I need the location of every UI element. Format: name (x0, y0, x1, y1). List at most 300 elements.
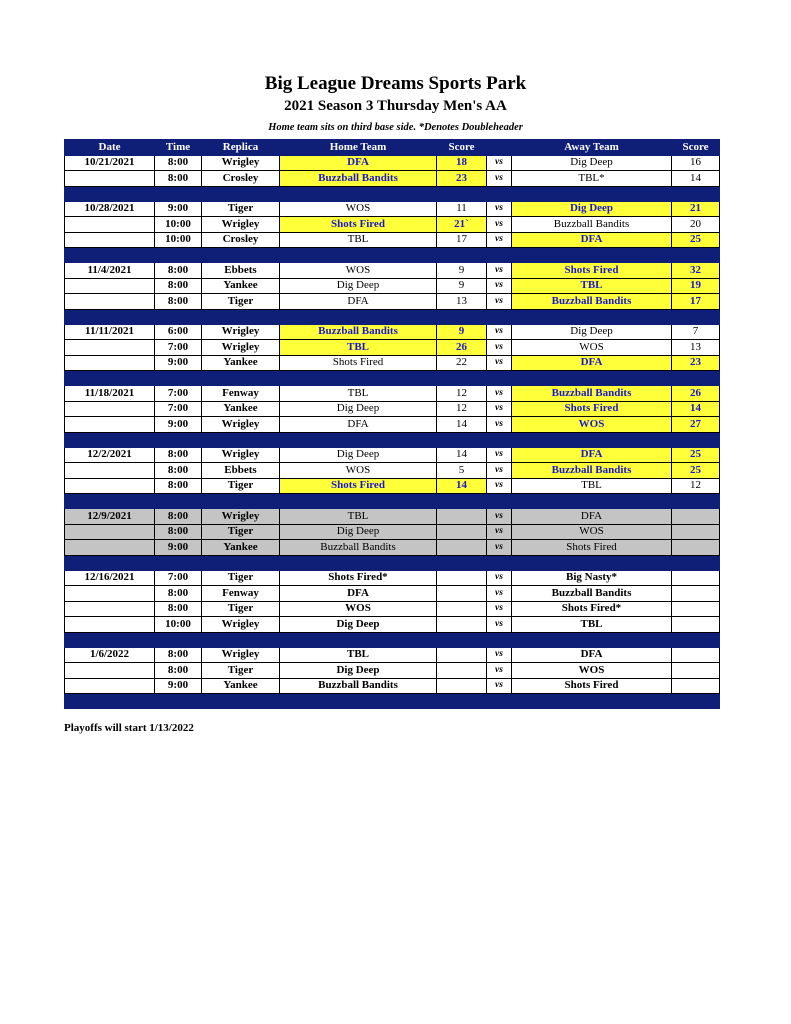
game-date: 11/11/2021 (65, 324, 155, 340)
game-replica: Yankee (202, 401, 280, 417)
table-row (65, 447, 720, 463)
separator-cell (672, 309, 720, 324)
game-date: 10/21/2021 (65, 155, 155, 171)
separator-cell (487, 186, 512, 201)
week-separator (65, 555, 720, 570)
footer-note: Playoffs will start 1/13/2022 (64, 722, 194, 734)
home-score (437, 586, 487, 602)
home-score: 5 (437, 463, 487, 479)
home-team: Shots Fired (280, 478, 437, 494)
separator-cell (202, 186, 280, 201)
game-replica: Wrigley (202, 217, 280, 233)
separator-cell (487, 494, 512, 509)
game-replica: Tiger (202, 524, 280, 540)
home-team: DFA (280, 294, 437, 310)
vs-label: vs (487, 201, 512, 217)
week-separator (65, 248, 720, 263)
table-row (65, 663, 720, 679)
away-team: Shots Fired (512, 263, 672, 279)
home-team: Shots Fired* (280, 570, 437, 586)
game-replica: Wrigley (202, 447, 280, 463)
game-replica: Fenway (202, 386, 280, 402)
home-score: 11 (437, 201, 487, 217)
page-note: Home team sits on third base side. *Denotes Doubleheader (268, 122, 523, 133)
week-separator (65, 309, 720, 324)
home-score: 22 (437, 355, 487, 371)
home-score: 12 (437, 386, 487, 402)
game-date (65, 540, 155, 556)
away-score (672, 509, 720, 525)
separator-cell (155, 248, 202, 263)
game-replica: Wrigley (202, 647, 280, 663)
game-date (65, 171, 155, 187)
table-row (65, 647, 720, 663)
separator-cell (487, 432, 512, 447)
home-score (437, 524, 487, 540)
table-row (65, 417, 720, 433)
home-team: TBL (280, 509, 437, 525)
separator-cell (155, 371, 202, 386)
away-team: TBL (512, 278, 672, 294)
home-team: TBL (280, 386, 437, 402)
separator-cell (155, 694, 202, 709)
home-team: WOS (280, 201, 437, 217)
table-row (65, 540, 720, 556)
vs-label: vs (487, 617, 512, 633)
table-row (65, 294, 720, 310)
away-score: 16 (672, 155, 720, 171)
separator-cell (672, 694, 720, 709)
home-team: Buzzball Bandits (280, 678, 437, 694)
game-date (65, 678, 155, 694)
schedule-table (64, 139, 720, 709)
vs-label: vs (487, 263, 512, 279)
vs-label: vs (487, 171, 512, 187)
table-row (65, 586, 720, 602)
home-score: 21` (437, 217, 487, 233)
home-team: TBL (280, 340, 437, 356)
separator-cell (487, 555, 512, 570)
away-score: 19 (672, 278, 720, 294)
game-time: 10:00 (155, 232, 202, 248)
away-team: DFA (512, 647, 672, 663)
vs-label: vs (487, 447, 512, 463)
separator-cell (437, 494, 487, 509)
home-score: 14 (437, 478, 487, 494)
vs-label: vs (487, 663, 512, 679)
col-header-away-score: Score (672, 140, 720, 156)
away-team: Buzzball Bandits (512, 294, 672, 310)
away-team: Dig Deep (512, 155, 672, 171)
home-team: Dig Deep (280, 278, 437, 294)
away-score (672, 663, 720, 679)
game-replica: Wrigley (202, 617, 280, 633)
separator-cell (65, 432, 155, 447)
home-team: DFA (280, 586, 437, 602)
separator-cell (202, 555, 280, 570)
table-row (65, 217, 720, 233)
game-time: 8:00 (155, 586, 202, 602)
table-row (65, 171, 720, 187)
table-header-row (65, 140, 720, 156)
game-time: 8:00 (155, 463, 202, 479)
separator-cell (65, 186, 155, 201)
vs-label: vs (487, 324, 512, 340)
game-time: 8:00 (155, 155, 202, 171)
away-team: Dig Deep (512, 201, 672, 217)
game-time: 9:00 (155, 417, 202, 433)
vs-label: vs (487, 417, 512, 433)
separator-cell (202, 248, 280, 263)
separator-cell (512, 494, 672, 509)
away-score: 27 (672, 417, 720, 433)
game-replica: Tiger (202, 294, 280, 310)
away-score: 25 (672, 447, 720, 463)
separator-cell (202, 371, 280, 386)
game-replica: Tiger (202, 570, 280, 586)
game-time: 8:00 (155, 478, 202, 494)
separator-cell (280, 494, 437, 509)
away-score: 14 (672, 401, 720, 417)
home-score: 9 (437, 278, 487, 294)
away-team: Buzzball Bandits (512, 217, 672, 233)
separator-cell (512, 432, 672, 447)
away-score: 23 (672, 355, 720, 371)
home-team: Dig Deep (280, 524, 437, 540)
away-team: TBL* (512, 171, 672, 187)
col-header-time: Time (155, 140, 202, 156)
game-replica: Yankee (202, 355, 280, 371)
away-team: DFA (512, 509, 672, 525)
home-score (437, 570, 487, 586)
vs-label: vs (487, 232, 512, 248)
week-separator (65, 694, 720, 709)
vs-label: vs (487, 524, 512, 540)
home-team: TBL (280, 232, 437, 248)
vs-label: vs (487, 509, 512, 525)
table-row (65, 601, 720, 617)
vs-label: vs (487, 478, 512, 494)
separator-cell (512, 694, 672, 709)
separator-cell (202, 494, 280, 509)
vs-label: vs (487, 340, 512, 356)
home-score: 12 (437, 401, 487, 417)
game-date: 12/16/2021 (65, 570, 155, 586)
away-team: Shots Fired (512, 678, 672, 694)
separator-cell (280, 186, 437, 201)
game-replica: Fenway (202, 586, 280, 602)
game-time: 9:00 (155, 201, 202, 217)
game-time: 8:00 (155, 663, 202, 679)
game-date (65, 586, 155, 602)
game-date: 1/6/2022 (65, 647, 155, 663)
separator-cell (155, 186, 202, 201)
vs-label: vs (487, 155, 512, 171)
home-score (437, 509, 487, 525)
separator-cell (155, 555, 202, 570)
game-date: 10/28/2021 (65, 201, 155, 217)
game-date (65, 524, 155, 540)
away-team: Big Nasty* (512, 570, 672, 586)
col-header-home-score: Score (437, 140, 487, 156)
separator-cell (65, 371, 155, 386)
game-date (65, 663, 155, 679)
home-team: DFA (280, 417, 437, 433)
away-score: 12 (672, 478, 720, 494)
away-score: 21 (672, 201, 720, 217)
game-replica: Ebbets (202, 263, 280, 279)
table-row (65, 463, 720, 479)
away-team: WOS (512, 524, 672, 540)
game-time: 8:00 (155, 509, 202, 525)
game-time: 10:00 (155, 617, 202, 633)
separator-cell (672, 371, 720, 386)
separator-cell (280, 371, 437, 386)
home-team: Dig Deep (280, 663, 437, 679)
game-time: 9:00 (155, 540, 202, 556)
table-row (65, 509, 720, 525)
away-score (672, 601, 720, 617)
game-replica: Tiger (202, 478, 280, 494)
game-replica: Crosley (202, 232, 280, 248)
separator-cell (672, 186, 720, 201)
game-replica: Wrigley (202, 155, 280, 171)
home-score: 14 (437, 447, 487, 463)
separator-cell (202, 432, 280, 447)
home-score: 23 (437, 171, 487, 187)
vs-label: vs (487, 294, 512, 310)
home-team: WOS (280, 601, 437, 617)
separator-cell (487, 694, 512, 709)
away-score (672, 647, 720, 663)
vs-label: vs (487, 647, 512, 663)
separator-cell (65, 632, 155, 647)
separator-cell (437, 432, 487, 447)
week-separator (65, 632, 720, 647)
separator-cell (280, 555, 437, 570)
table-row (65, 324, 720, 340)
away-team: Shots Fired* (512, 601, 672, 617)
separator-cell (512, 555, 672, 570)
game-date (65, 601, 155, 617)
home-team: WOS (280, 263, 437, 279)
home-score (437, 540, 487, 556)
home-score: 17 (437, 232, 487, 248)
separator-cell (672, 248, 720, 263)
separator-cell (202, 309, 280, 324)
vs-label: vs (487, 355, 512, 371)
away-score: 25 (672, 463, 720, 479)
separator-cell (672, 432, 720, 447)
col-header-date: Date (65, 140, 155, 156)
away-score (672, 524, 720, 540)
separator-cell (280, 632, 437, 647)
separator-cell (512, 248, 672, 263)
vs-label: vs (487, 601, 512, 617)
game-date (65, 617, 155, 633)
separator-cell (512, 186, 672, 201)
table-row (65, 386, 720, 402)
home-score: 18 (437, 155, 487, 171)
game-time: 8:00 (155, 171, 202, 187)
separator-cell (512, 632, 672, 647)
away-score: 13 (672, 340, 720, 356)
vs-label: vs (487, 678, 512, 694)
vs-label: vs (487, 401, 512, 417)
col-header-vs (487, 140, 512, 156)
game-time: 10:00 (155, 217, 202, 233)
game-replica: Wrigley (202, 509, 280, 525)
separator-cell (437, 371, 487, 386)
away-team: Shots Fired (512, 540, 672, 556)
separator-cell (202, 694, 280, 709)
table-row (65, 155, 720, 171)
game-date (65, 463, 155, 479)
vs-label: vs (487, 570, 512, 586)
game-time: 8:00 (155, 263, 202, 279)
separator-cell (202, 632, 280, 647)
separator-cell (155, 632, 202, 647)
game-replica: Tiger (202, 201, 280, 217)
separator-cell (437, 186, 487, 201)
home-team: Shots Fired (280, 355, 437, 371)
away-score: 25 (672, 232, 720, 248)
away-score (672, 570, 720, 586)
week-separator (65, 371, 720, 386)
game-time: 9:00 (155, 355, 202, 371)
vs-label: vs (487, 540, 512, 556)
separator-cell (155, 432, 202, 447)
separator-cell (437, 555, 487, 570)
separator-cell (65, 494, 155, 509)
away-team: TBL (512, 617, 672, 633)
home-score (437, 663, 487, 679)
away-score: 7 (672, 324, 720, 340)
away-team: WOS (512, 417, 672, 433)
away-score: 26 (672, 386, 720, 402)
table-row (65, 524, 720, 540)
home-score: 13 (437, 294, 487, 310)
separator-cell (487, 309, 512, 324)
game-time: 8:00 (155, 524, 202, 540)
away-score (672, 586, 720, 602)
separator-cell (487, 371, 512, 386)
game-date (65, 417, 155, 433)
home-team: TBL (280, 647, 437, 663)
home-score: 9 (437, 263, 487, 279)
game-date (65, 294, 155, 310)
away-team: Buzzball Bandits (512, 386, 672, 402)
away-score: 14 (672, 171, 720, 187)
col-header-replica: Replica (202, 140, 280, 156)
away-score (672, 617, 720, 633)
col-header-away-team: Away Team (512, 140, 672, 156)
home-team: Buzzball Bandits (280, 540, 437, 556)
separator-cell (437, 248, 487, 263)
home-team: Buzzball Bandits (280, 324, 437, 340)
home-score: 9 (437, 324, 487, 340)
table-row (65, 263, 720, 279)
away-team: Buzzball Bandits (512, 463, 672, 479)
separator-cell (155, 309, 202, 324)
away-score: 20 (672, 217, 720, 233)
vs-label: vs (487, 386, 512, 402)
table-row (65, 201, 720, 217)
vs-label: vs (487, 463, 512, 479)
game-replica: Yankee (202, 678, 280, 694)
table-row (65, 478, 720, 494)
separator-cell (65, 248, 155, 263)
vs-label: vs (487, 586, 512, 602)
separator-cell (65, 555, 155, 570)
home-score (437, 647, 487, 663)
home-team: Dig Deep (280, 617, 437, 633)
away-team: Buzzball Bandits (512, 586, 672, 602)
col-header-home-team: Home Team (280, 140, 437, 156)
vs-label: vs (487, 278, 512, 294)
week-separator (65, 494, 720, 509)
separator-cell (672, 632, 720, 647)
game-time: 8:00 (155, 447, 202, 463)
separator-cell (280, 694, 437, 709)
page-subtitle: 2021 Season 3 Thursday Men's AA (284, 98, 507, 114)
table-row (65, 340, 720, 356)
game-date: 11/4/2021 (65, 263, 155, 279)
game-time: 6:00 (155, 324, 202, 340)
game-time: 7:00 (155, 570, 202, 586)
week-separator (65, 432, 720, 447)
home-team: DFA (280, 155, 437, 171)
game-replica: Yankee (202, 278, 280, 294)
away-team: DFA (512, 355, 672, 371)
game-date (65, 478, 155, 494)
game-time: 7:00 (155, 401, 202, 417)
table-row (65, 570, 720, 586)
table-row (65, 678, 720, 694)
separator-cell (280, 248, 437, 263)
home-score: 14 (437, 417, 487, 433)
game-replica: Wrigley (202, 340, 280, 356)
separator-cell (437, 632, 487, 647)
separator-cell (155, 494, 202, 509)
game-date (65, 217, 155, 233)
separator-cell (437, 309, 487, 324)
game-date (65, 278, 155, 294)
game-replica: Tiger (202, 663, 280, 679)
game-replica: Wrigley (202, 324, 280, 340)
game-replica: Wrigley (202, 417, 280, 433)
game-replica: Crosley (202, 171, 280, 187)
table-row (65, 401, 720, 417)
game-date (65, 355, 155, 371)
game-date (65, 340, 155, 356)
home-score (437, 678, 487, 694)
separator-cell (437, 694, 487, 709)
away-score (672, 540, 720, 556)
game-time: 8:00 (155, 278, 202, 294)
away-team: TBL (512, 478, 672, 494)
away-team: Dig Deep (512, 324, 672, 340)
separator-cell (672, 555, 720, 570)
game-date (65, 232, 155, 248)
game-time: 8:00 (155, 294, 202, 310)
separator-cell (672, 494, 720, 509)
away-score: 32 (672, 263, 720, 279)
separator-cell (512, 309, 672, 324)
table-row (65, 232, 720, 248)
table-row (65, 617, 720, 633)
week-separator (65, 186, 720, 201)
